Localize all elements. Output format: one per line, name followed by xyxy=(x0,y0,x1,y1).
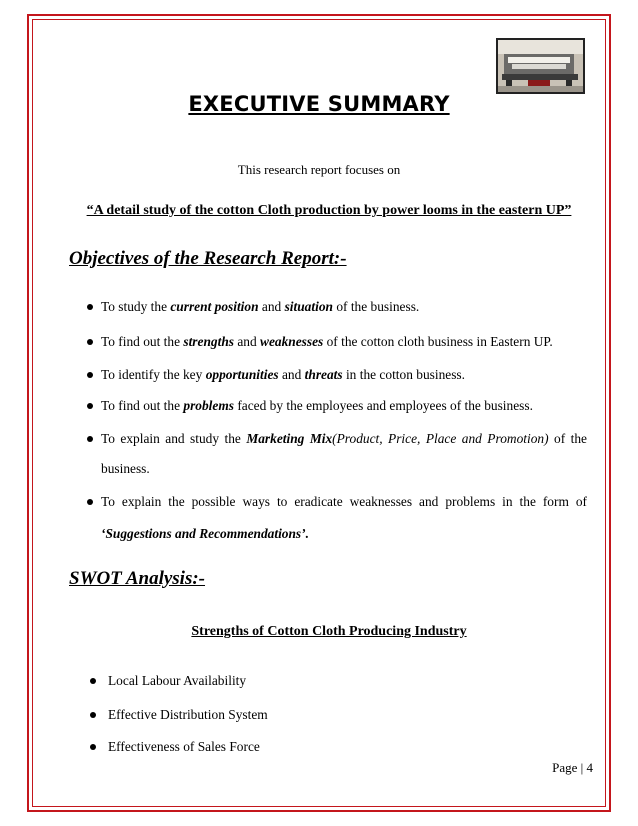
emphasis: situation xyxy=(284,299,333,314)
text-part: and xyxy=(233,334,261,349)
marketing-mix-parts: (Product, Price, Place and Promotion) xyxy=(332,431,549,446)
study-title: “A detail study of the cotton Cloth production by power looms in the eastern UP” xyxy=(86,203,572,218)
strength-label: Effective Distribution System xyxy=(108,707,268,722)
text-part: and xyxy=(278,367,305,382)
emphasis: opportunities xyxy=(205,367,279,382)
page-number: Page | 4 xyxy=(552,760,593,775)
bullet-icon xyxy=(90,744,96,750)
text-part: To study the xyxy=(101,299,171,314)
bullet-icon xyxy=(87,499,93,505)
text-part: To find out the xyxy=(101,334,184,349)
intro-text: This research report focuses on xyxy=(237,162,401,177)
text-part: business. xyxy=(101,461,150,476)
text-part: in the cotton business. xyxy=(342,367,465,382)
strengths-heading: Strengths of Cotton Cloth Producing Industry xyxy=(191,624,467,639)
text-part: To identify the key xyxy=(101,367,206,382)
bullet-icon xyxy=(90,712,96,718)
text-part: of the xyxy=(548,431,587,446)
swot-heading: SWOT Analysis:- xyxy=(69,568,206,589)
emphasis: current position xyxy=(170,299,259,314)
bullet-icon xyxy=(90,678,96,684)
text-part: To find out the xyxy=(101,398,184,413)
strength-label: Effectiveness of Sales Force xyxy=(108,739,260,754)
emphasis: problems xyxy=(183,398,234,413)
text-part: To explain the possible ways to eradicate weaknesses and problems in the form of xyxy=(101,494,587,509)
text-part: faced by the employees and employees of the business. xyxy=(233,398,533,413)
emphasis: weaknesses xyxy=(260,334,324,349)
text-part: To explain and study the xyxy=(101,431,247,446)
text-part: of the cotton cloth business in Eastern UP. xyxy=(323,334,553,349)
strength-label: Local Labour Availability xyxy=(108,673,247,688)
bullet-icon xyxy=(87,403,93,409)
emphasis: strengths xyxy=(183,334,234,349)
bullet-icon xyxy=(87,372,93,378)
text-part: of the business. xyxy=(332,299,420,314)
bullet-icon xyxy=(87,304,93,310)
page-title: EXECUTIVE SUMMARY xyxy=(188,92,450,116)
emphasis: Marketing Mix xyxy=(246,431,333,446)
text-part: and xyxy=(258,299,285,314)
emphasis: ‘Suggestions and Recommendations’. xyxy=(101,526,309,541)
bullet-icon xyxy=(87,436,93,442)
bullet-icon xyxy=(87,339,93,345)
emphasis: threats xyxy=(304,367,343,382)
power-loom-image xyxy=(496,38,585,94)
objectives-heading: Objectives of the Research Report:- xyxy=(69,248,347,269)
